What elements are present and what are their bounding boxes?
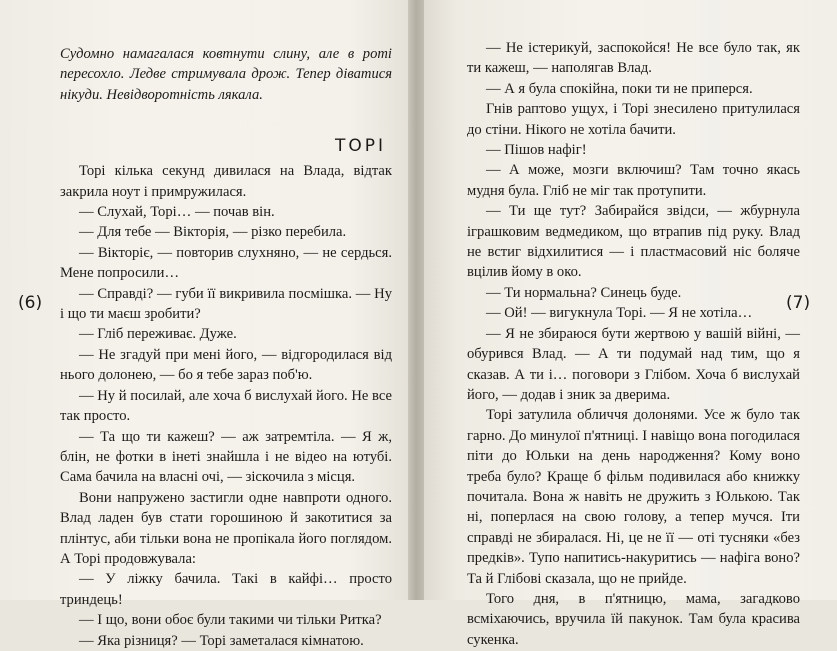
paragraph: — Я не збираюся бути жертвою у вашій війні, — обурився Влад. — А ти подумай над тим, що я сказав. А ти і… поговори з Глібом. Хоча б вислухай його, — додав і зник за дверима. [467,325,800,403]
intro-italic-text: Судомно намагалася ковтнути слину, але в роті пересохло. Ледве стримувала дрож. Тепер діватися нікуди. Невідворотність лякала. [60,46,392,103]
paragraph: Вони напружено застигли одне навпроти одного. Влад ладен був стати горошиною й закотитися за плінтус, аби тільки вона не пропікала його поглядом. А Торі продовжувала: [60,489,392,567]
paragraph: — Яка різниця? — Торі заметалася кімнатою. [79,632,364,649]
right-page [424,0,837,648]
page-number-right: (7) [786,293,811,313]
paragraph: Гнів раптово ущух, і Торі знесилено притулилася до стіни. Нікого не хотіла бачити. [467,101,800,138]
right-page-text [467,38,800,650]
paragraph: — Ой! — вигукнула Торі. — Я не хотіла… [486,305,753,322]
paragraph: — Гліб переживає. Дуже. [79,326,237,343]
paragraph: — Ти нормальна? Синець буде. [486,284,682,301]
chapter-heading: ТОРІ [334,136,386,157]
paragraph: — Пішов нафіг! [486,142,587,159]
paragraph: — І що, вони обоє були такими чи тільки Ритка? [79,612,382,629]
paragraph: Того дня, в п'ятницю, мама, загадково всміхаючись, вручила їй пакунок. Там була красива сукенка. [467,590,800,648]
paragraph: Торі затулила обличчя долонями. Усе ж було так гарно. До минулої п'ятниці. І навіщо вона погодилася піти до Юльки на день народження? Кому воно треба було? Краще б фільм подивилася або книжку почитала. Вона ж навіть не дружить з Юлькою. Так ні, поперлася на свою голову, а тепер мучся. Іти справді не збиралася. Ні, це не її — оті тусняки «без предків». Тупо напитись-накуритись — нафіга воно? Та й Глібові сказала, що не прийде. [467,407,800,587]
left-page [0,0,410,649]
paragraph: — А я була спокійна, поки ти не приперся. [486,80,753,97]
paragraph: — Не істерикуй, заспокойся! Не все було так, як ти кажеш, — наполягав Влад. [467,40,800,77]
paragraph: — Ти ще тут? Забирайся звідси, — жбурнула іграшковим ведмедиком, що втрапив під руку. Влад не встиг відхилитися — і пластмасовий ніс боляче вцілив йому в око. [467,203,800,281]
paragraph: — Справді? — губи її викривила посмішка. — Ну і що ти маєш зробити? [60,285,392,323]
paragraph: — А може, мозги включиш? Там точно якась мудня була. Гліб не міг так протупити. [467,162,800,199]
paragraph: — Вікторіє, — повторив слухняно, — не сердься. Мене попросили… [60,244,392,282]
left-page-text [60,44,392,651]
paragraph: — У ліжку бачила. Такі в кайфі… просто триндець! [60,571,392,608]
paragraph: — Слухай, Торі… — почав він. [79,204,275,221]
paragraph: — Ну й посилай, але хоча б вислухай його. Не все так просто. [60,387,392,425]
paragraph: — Для тебе — Вікторія, — різко перебила. [79,224,347,241]
paragraph: — Не згадуй при мені його, — відгородилася від нього долонею, — бо я тебе зараз поб'ю. [60,346,392,384]
paragraph: — Та що ти кажеш? — аж затремтіла. — Я ж, блін, не фотки в інеті знайшла і не відео на ютубі. Сама бачила на власні очі, — зіскочила з місця. [60,428,392,486]
paragraph: Торі кілька секунд дивилася на Влада, відтак закрила ноут і примружилася. [60,163,392,200]
page-number-left: (6) [18,293,43,313]
